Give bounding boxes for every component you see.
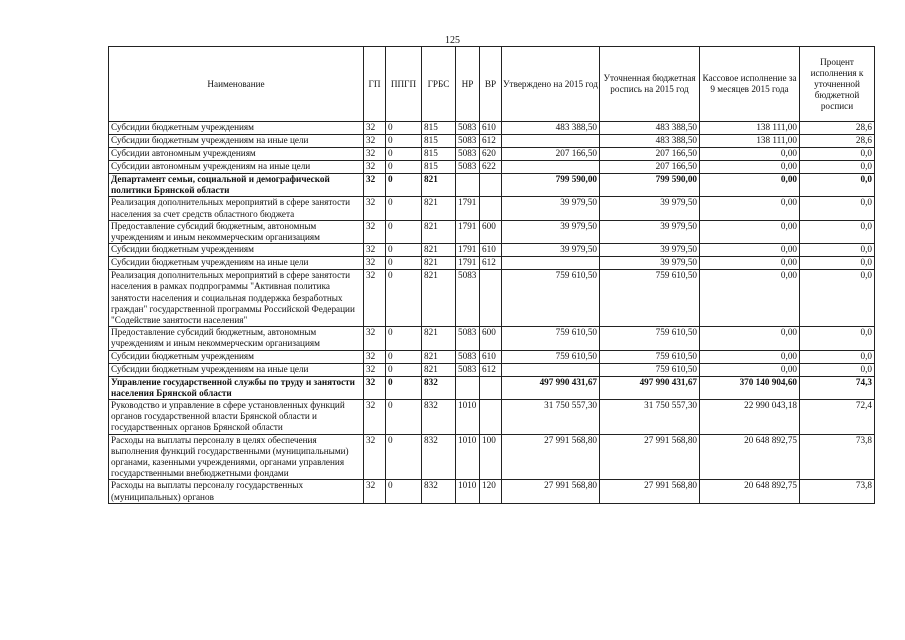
cell-percent: 0,0 (800, 148, 875, 161)
table-row (109, 244, 875, 257)
cell-refined: 207 166,50 (600, 161, 700, 174)
cell-grbs: 821 (422, 363, 456, 376)
cell-cash: 138 111,00 (700, 135, 800, 148)
cell-np: 5083 (456, 161, 480, 174)
cell-gp: 32 (364, 363, 386, 376)
cell-approved (502, 257, 600, 270)
cell-grbs: 821 (422, 270, 456, 327)
cell-ppgp: 0 (386, 400, 422, 435)
cell-cash: 0,00 (700, 220, 800, 243)
cell-refined: 799 590,00 (600, 174, 700, 197)
cell-ppgp: 0 (386, 161, 422, 174)
cell-percent: 0,0 (800, 257, 875, 270)
cell-percent: 0,0 (800, 220, 875, 243)
cell-percent: 0,0 (800, 350, 875, 363)
cell-grbs: 821 (422, 174, 456, 197)
cell-approved: 27 991 568,80 (502, 434, 600, 480)
table-row (109, 350, 875, 363)
cell-percent: 0,0 (800, 363, 875, 376)
cell-grbs: 832 (422, 400, 456, 435)
cell-refined: 207 166,50 (600, 148, 700, 161)
cell-refined: 497 990 431,67 (600, 376, 700, 399)
header-np: НР (456, 47, 480, 122)
cell-name: Субсидии бюджетным учреждениям на иные цели (109, 257, 364, 270)
cell-np: 5083 (456, 363, 480, 376)
cell-ppgp: 0 (386, 220, 422, 243)
cell-vr: 100 (480, 434, 502, 480)
table-row (109, 257, 875, 270)
table-row (109, 220, 875, 243)
cell-np: 1791 (456, 257, 480, 270)
cell-ppgp: 0 (386, 257, 422, 270)
cell-ppgp: 0 (386, 376, 422, 399)
cell-vr: 610 (480, 244, 502, 257)
cell-cash: 0,00 (700, 148, 800, 161)
cell-refined: 483 388,50 (600, 122, 700, 135)
cell-np: 1791 (456, 197, 480, 220)
cell-gp: 32 (364, 270, 386, 327)
cell-percent: 0,0 (800, 327, 875, 350)
cell-approved: 39 979,50 (502, 220, 600, 243)
cell-np: 5083 (456, 122, 480, 135)
cell-ppgp: 0 (386, 174, 422, 197)
cell-refined: 39 979,50 (600, 257, 700, 270)
cell-name: Субсидии бюджетным учреждениям на иные цели (109, 363, 364, 376)
cell-approved: 497 990 431,67 (502, 376, 600, 399)
cell-approved: 759 610,50 (502, 270, 600, 327)
cell-cash: 20 648 892,75 (700, 434, 800, 480)
cell-vr: 610 (480, 122, 502, 135)
cell-approved: 207 166,50 (502, 148, 600, 161)
cell-percent: 28,6 (800, 122, 875, 135)
cell-grbs: 821 (422, 197, 456, 220)
cell-refined: 27 991 568,80 (600, 480, 700, 503)
cell-name: Субсидии бюджетным учреждениям на иные цели (109, 135, 364, 148)
cell-ppgp: 0 (386, 135, 422, 148)
cell-cash: 0,00 (700, 327, 800, 350)
cell-ppgp: 0 (386, 244, 422, 257)
cell-cash: 22 990 043,18 (700, 400, 800, 435)
cell-percent: 0,0 (800, 244, 875, 257)
header-ppgp: ППГП (386, 47, 422, 122)
cell-ppgp: 0 (386, 197, 422, 220)
header-grbs: ГРБС (422, 47, 456, 122)
header-name: Наименование (109, 47, 364, 122)
cell-refined: 759 610,50 (600, 363, 700, 376)
cell-refined: 759 610,50 (600, 270, 700, 327)
cell-name: Расходы на выплаты персоналу государственных (муниципальных) органов (109, 480, 364, 503)
table-row (109, 174, 875, 197)
cell-ppgp: 0 (386, 480, 422, 503)
cell-percent: 73,8 (800, 434, 875, 480)
cell-np: 5083 (456, 270, 480, 327)
table-row (109, 376, 875, 399)
cell-percent: 0,0 (800, 174, 875, 197)
cell-cash: 0,00 (700, 257, 800, 270)
cell-ppgp: 0 (386, 434, 422, 480)
cell-np: 5083 (456, 350, 480, 363)
table-row (109, 148, 875, 161)
table-row (109, 197, 875, 220)
cell-cash: 0,00 (700, 270, 800, 327)
cell-cash: 0,00 (700, 174, 800, 197)
cell-vr: 120 (480, 480, 502, 503)
header-cash: Кассовое исполнение за 9 месяцев 2015 года (700, 47, 800, 122)
cell-gp: 32 (364, 257, 386, 270)
cell-grbs: 832 (422, 480, 456, 503)
cell-percent: 0,0 (800, 197, 875, 220)
header-refined: Уточненная бюджетная роспись на 2015 год (600, 47, 700, 122)
cell-percent: 0,0 (800, 161, 875, 174)
header-approved: Утверждено на 2015 год (502, 47, 600, 122)
cell-gp: 32 (364, 434, 386, 480)
cell-gp: 32 (364, 244, 386, 257)
cell-gp: 32 (364, 161, 386, 174)
table-row (109, 161, 875, 174)
cell-vr: 600 (480, 327, 502, 350)
cell-grbs: 832 (422, 434, 456, 480)
table-row (109, 122, 875, 135)
cell-percent: 73,8 (800, 480, 875, 503)
cell-cash: 0,00 (700, 363, 800, 376)
cell-name: Реализация дополнительных мероприятий в сфере занятости населения в рамках подпрограммы "Активная политика занятости населения и социальная поддержка безработных граждан" государственной программы Российской Федерации "Содействие занятости населения" (109, 270, 364, 327)
cell-name: Субсидии автономным учреждениям (109, 148, 364, 161)
cell-ppgp: 0 (386, 327, 422, 350)
cell-gp: 32 (364, 327, 386, 350)
cell-percent: 28,6 (800, 135, 875, 148)
cell-name: Субсидии бюджетным учреждениям (109, 122, 364, 135)
cell-approved: 483 388,50 (502, 122, 600, 135)
cell-refined: 31 750 557,30 (600, 400, 700, 435)
budget-table (108, 46, 875, 504)
cell-ppgp: 0 (386, 363, 422, 376)
cell-refined: 39 979,50 (600, 220, 700, 243)
cell-np (456, 376, 480, 399)
cell-name: Реализация дополнительных мероприятий в сфере занятости населения за счет средств областного бюджета (109, 197, 364, 220)
cell-approved: 759 610,50 (502, 350, 600, 363)
header-percent: Процент исполнения к уточненной бюджетной росписи (800, 47, 875, 122)
cell-name: Субсидии автономным учреждениям на иные цели (109, 161, 364, 174)
cell-refined: 39 979,50 (600, 197, 700, 220)
table-row (109, 327, 875, 350)
cell-vr (480, 174, 502, 197)
table-body (109, 122, 875, 504)
cell-np: 1010 (456, 434, 480, 480)
cell-np: 1010 (456, 400, 480, 435)
cell-gp: 32 (364, 197, 386, 220)
table-row (109, 400, 875, 435)
cell-percent: 0,0 (800, 270, 875, 327)
cell-name: Департамент семьи, социальной и демографической политики Брянской области (109, 174, 364, 197)
cell-name: Субсидии бюджетным учреждениям (109, 350, 364, 363)
cell-approved: 39 979,50 (502, 197, 600, 220)
cell-gp: 32 (364, 122, 386, 135)
cell-np: 5083 (456, 327, 480, 350)
cell-grbs: 832 (422, 376, 456, 399)
cell-cash: 0,00 (700, 197, 800, 220)
cell-cash: 0,00 (700, 350, 800, 363)
cell-grbs: 821 (422, 220, 456, 243)
cell-vr: 612 (480, 135, 502, 148)
cell-vr (480, 197, 502, 220)
cell-np: 1010 (456, 480, 480, 503)
cell-grbs: 821 (422, 257, 456, 270)
table-row (109, 135, 875, 148)
cell-approved (502, 135, 600, 148)
cell-vr: 622 (480, 161, 502, 174)
cell-cash: 370 140 904,60 (700, 376, 800, 399)
cell-ppgp: 0 (386, 122, 422, 135)
cell-name: Руководство и управление в сфере установленных функций органов государственной власти Брянской области и государственных органов Брянской области (109, 400, 364, 435)
cell-np (456, 174, 480, 197)
cell-name: Предоставление субсидий бюджетным, автономным учреждениям и иным некоммерческим организациям (109, 220, 364, 243)
cell-refined: 759 610,50 (600, 350, 700, 363)
cell-ppgp: 0 (386, 350, 422, 363)
page-number: 125 (445, 35, 460, 46)
cell-grbs: 821 (422, 327, 456, 350)
cell-vr (480, 400, 502, 435)
header-vr: ВР (480, 47, 502, 122)
header-row (109, 47, 875, 122)
cell-cash: 20 648 892,75 (700, 480, 800, 503)
cell-grbs: 821 (422, 244, 456, 257)
cell-gp: 32 (364, 376, 386, 399)
cell-refined: 483 388,50 (600, 135, 700, 148)
cell-percent: 74,3 (800, 376, 875, 399)
cell-name: Предоставление субсидий бюджетным, автономным учреждениям и иным некоммерческим организациям (109, 327, 364, 350)
cell-np: 5083 (456, 135, 480, 148)
cell-grbs: 815 (422, 148, 456, 161)
cell-gp: 32 (364, 400, 386, 435)
cell-approved: 759 610,50 (502, 327, 600, 350)
cell-vr (480, 376, 502, 399)
cell-vr: 612 (480, 257, 502, 270)
cell-gp: 32 (364, 350, 386, 363)
cell-gp: 32 (364, 135, 386, 148)
cell-refined: 39 979,50 (600, 244, 700, 257)
cell-np: 1791 (456, 244, 480, 257)
cell-gp: 32 (364, 480, 386, 503)
cell-name: Расходы на выплаты персоналу в целях обеспечения выполнения функций государственными (муниципальными) органами, казенными учреждениями, органами управления государственными внебюджетными фондами (109, 434, 364, 480)
cell-name: Субсидии бюджетным учреждениям (109, 244, 364, 257)
cell-approved: 31 750 557,30 (502, 400, 600, 435)
cell-grbs: 815 (422, 135, 456, 148)
cell-cash: 0,00 (700, 244, 800, 257)
cell-vr (480, 270, 502, 327)
cell-refined: 759 610,50 (600, 327, 700, 350)
cell-ppgp: 0 (386, 270, 422, 327)
cell-cash: 138 111,00 (700, 122, 800, 135)
cell-vr: 610 (480, 350, 502, 363)
cell-gp: 32 (364, 148, 386, 161)
cell-gp: 32 (364, 220, 386, 243)
cell-ppgp: 0 (386, 148, 422, 161)
cell-vr: 612 (480, 363, 502, 376)
cell-grbs: 815 (422, 161, 456, 174)
header-gp: ГП (364, 47, 386, 122)
cell-np: 1791 (456, 220, 480, 243)
cell-approved: 39 979,50 (502, 244, 600, 257)
cell-percent: 72,4 (800, 400, 875, 435)
cell-cash: 0,00 (700, 161, 800, 174)
cell-approved: 799 590,00 (502, 174, 600, 197)
cell-name: Управление государственной службы по труду и занятости населения Брянской области (109, 376, 364, 399)
cell-grbs: 821 (422, 350, 456, 363)
table-row (109, 434, 875, 480)
cell-vr: 620 (480, 148, 502, 161)
table-row (109, 363, 875, 376)
cell-approved (502, 363, 600, 376)
cell-grbs: 815 (422, 122, 456, 135)
cell-vr: 600 (480, 220, 502, 243)
cell-np: 5083 (456, 148, 480, 161)
cell-refined: 27 991 568,80 (600, 434, 700, 480)
cell-approved (502, 161, 600, 174)
cell-gp: 32 (364, 174, 386, 197)
table-row (109, 480, 875, 503)
table-row (109, 270, 875, 327)
cell-approved: 27 991 568,80 (502, 480, 600, 503)
